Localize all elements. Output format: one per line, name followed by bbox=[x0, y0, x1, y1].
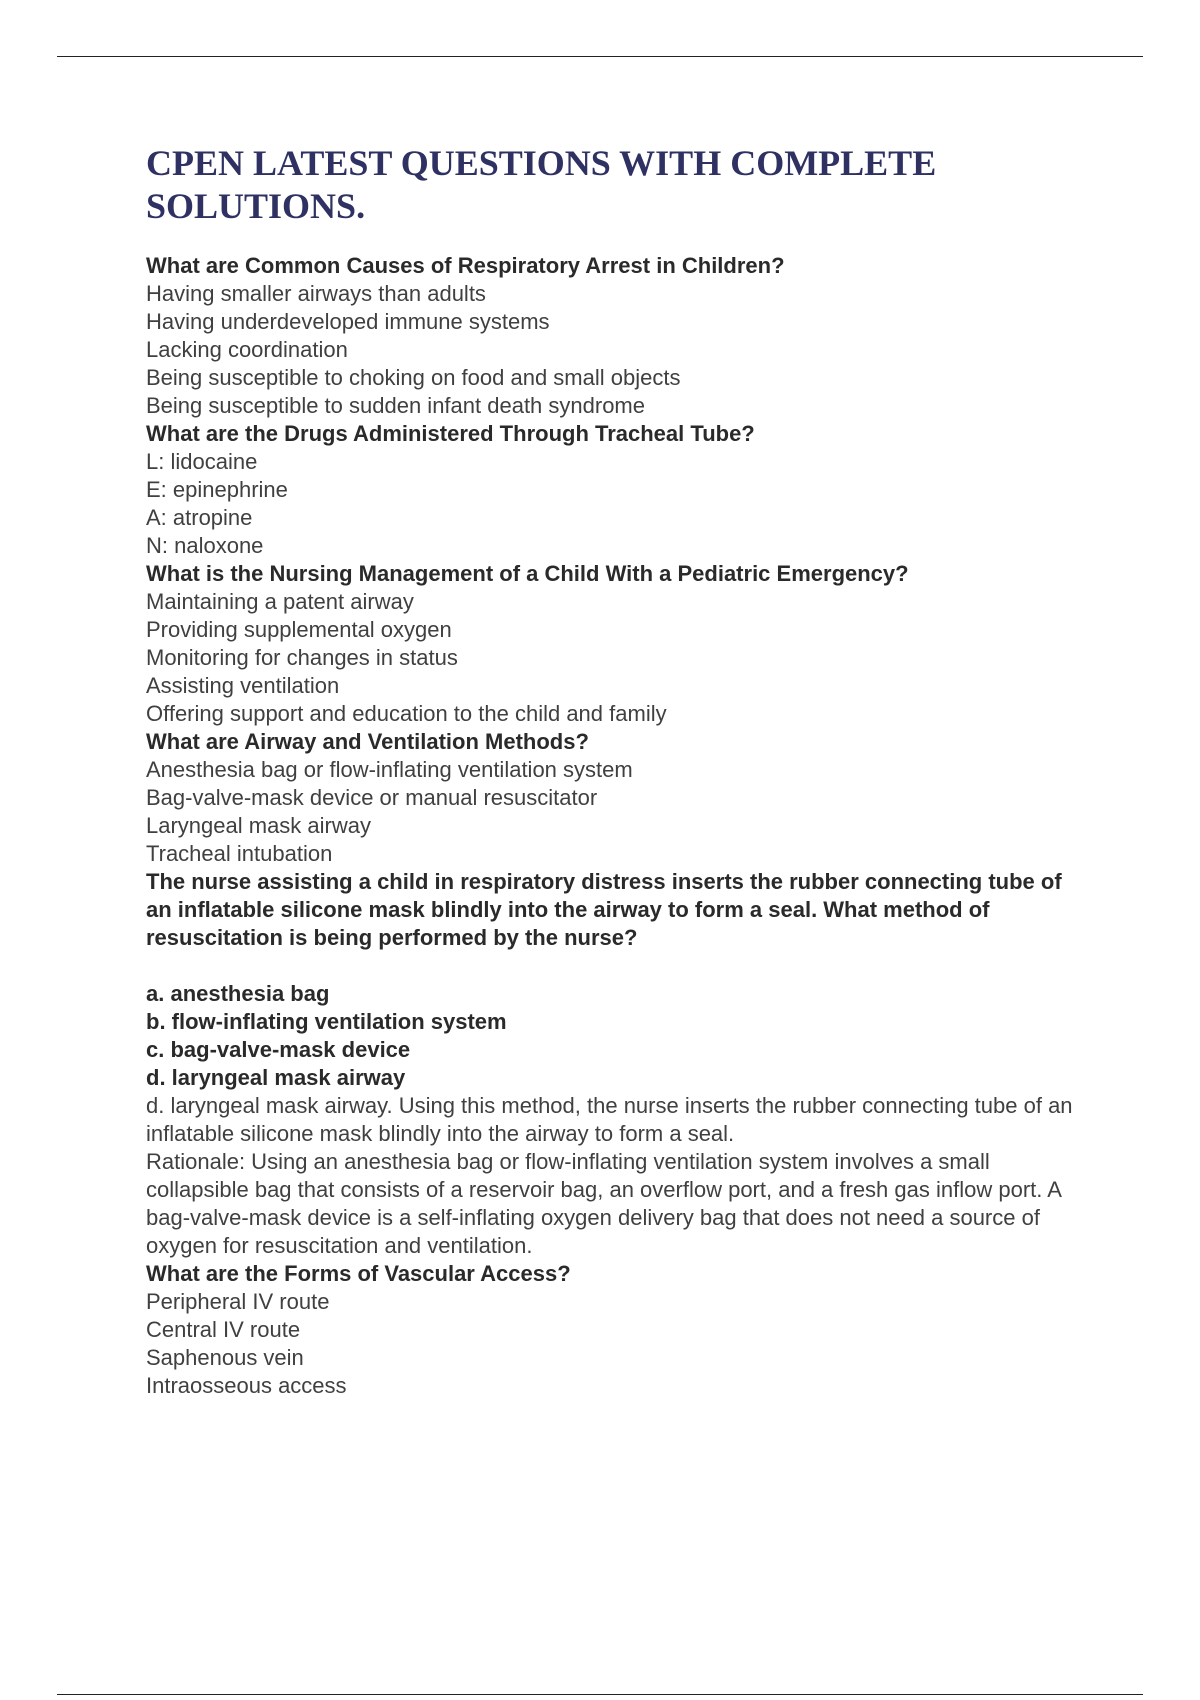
rationale-text: Rationale: Using an anesthesia bag or flow-inflating ventilation system involves a small collapsible bag that consists of a reservoir bag, an overflow port, and a fresh gas inflow port. A bag-valve-mask device is a self-inflating oxygen delivery bag that does not need a source of oxygen for resuscitation and ventilation. bbox=[146, 1149, 1061, 1258]
qa-section-resuscitation-method bbox=[146, 868, 1091, 1260]
answer-option: d. laryngeal mask airway bbox=[146, 1065, 406, 1090]
answer-option: a. anesthesia bag bbox=[146, 981, 330, 1006]
answer-line: Monitoring for changes in status bbox=[146, 645, 458, 670]
answer-line: Assisting ventilation bbox=[146, 673, 340, 698]
answer-line: Being susceptible to sudden infant death syndrome bbox=[146, 393, 645, 418]
answer-line: Providing supplemental oxygen bbox=[146, 617, 452, 642]
answer-line: Having smaller airways than adults bbox=[146, 281, 486, 306]
answer-line: N: naloxone bbox=[146, 533, 264, 558]
answer-line: Bag-valve-mask device or manual resuscitator bbox=[146, 785, 598, 810]
answer-line: Tracheal intubation bbox=[146, 841, 333, 866]
answer-line: Laryngeal mask airway bbox=[146, 813, 371, 838]
qa-section-nursing-management bbox=[146, 560, 1091, 728]
document-body bbox=[146, 142, 1091, 1400]
answer-line: Saphenous vein bbox=[146, 1345, 304, 1370]
answer-line: Having underdeveloped immune systems bbox=[146, 309, 550, 334]
qa-section-respiratory-arrest bbox=[146, 252, 1091, 420]
answer-option: b. flow-inflating ventilation system bbox=[146, 1009, 507, 1034]
answer-line: A: atropine bbox=[146, 505, 253, 530]
answer-line: L: lidocaine bbox=[146, 449, 258, 474]
question-heading: What are Airway and Ventilation Methods? bbox=[146, 729, 589, 754]
answer-line: Being susceptible to choking on food and small objects bbox=[146, 365, 681, 390]
answer-line: E: epinephrine bbox=[146, 477, 288, 502]
header-rule bbox=[57, 56, 1143, 57]
qa-section-airway-methods bbox=[146, 728, 1091, 868]
correct-answer: d. laryngeal mask airway. Using this method, the nurse inserts the rubber connecting tube of an inflatable silicone mask blindly into the airway to form a seal. bbox=[146, 1093, 1073, 1146]
question-heading: The nurse assisting a child in respiratory distress inserts the rubber connecting tube of an inflatable silicone mask blindly into the airway to form a seal. What method of resuscitation is being performed by the nurse? bbox=[146, 869, 1062, 950]
answer-line: Peripheral IV route bbox=[146, 1289, 330, 1314]
question-heading: What is the Nursing Management of a Child With a Pediatric Emergency? bbox=[146, 561, 909, 586]
answer-line: Central IV route bbox=[146, 1317, 301, 1342]
footer-rule bbox=[57, 1694, 1143, 1695]
answer-line: Anesthesia bag or flow-inflating ventilation system bbox=[146, 757, 633, 782]
question-heading: What are the Forms of Vascular Access? bbox=[146, 1261, 571, 1286]
question-heading: What are Common Causes of Respiratory Arrest in Children? bbox=[146, 253, 785, 278]
answer-line: Offering support and education to the child and family bbox=[146, 701, 667, 726]
answer-line: Intraosseous access bbox=[146, 1373, 347, 1398]
document-title: CPEN LATEST QUESTIONS WITH COMPLETE SOLUTIONS. bbox=[146, 143, 937, 226]
question-heading: What are the Drugs Administered Through Tracheal Tube? bbox=[146, 421, 755, 446]
answer-option: c. bag-valve-mask device bbox=[146, 1037, 411, 1062]
qa-section-tracheal-drugs bbox=[146, 420, 1091, 560]
answer-line: Maintaining a patent airway bbox=[146, 589, 414, 614]
qa-section-vascular-access bbox=[146, 1260, 1091, 1400]
spacer bbox=[146, 952, 1091, 980]
answer-line: Lacking coordination bbox=[146, 337, 348, 362]
